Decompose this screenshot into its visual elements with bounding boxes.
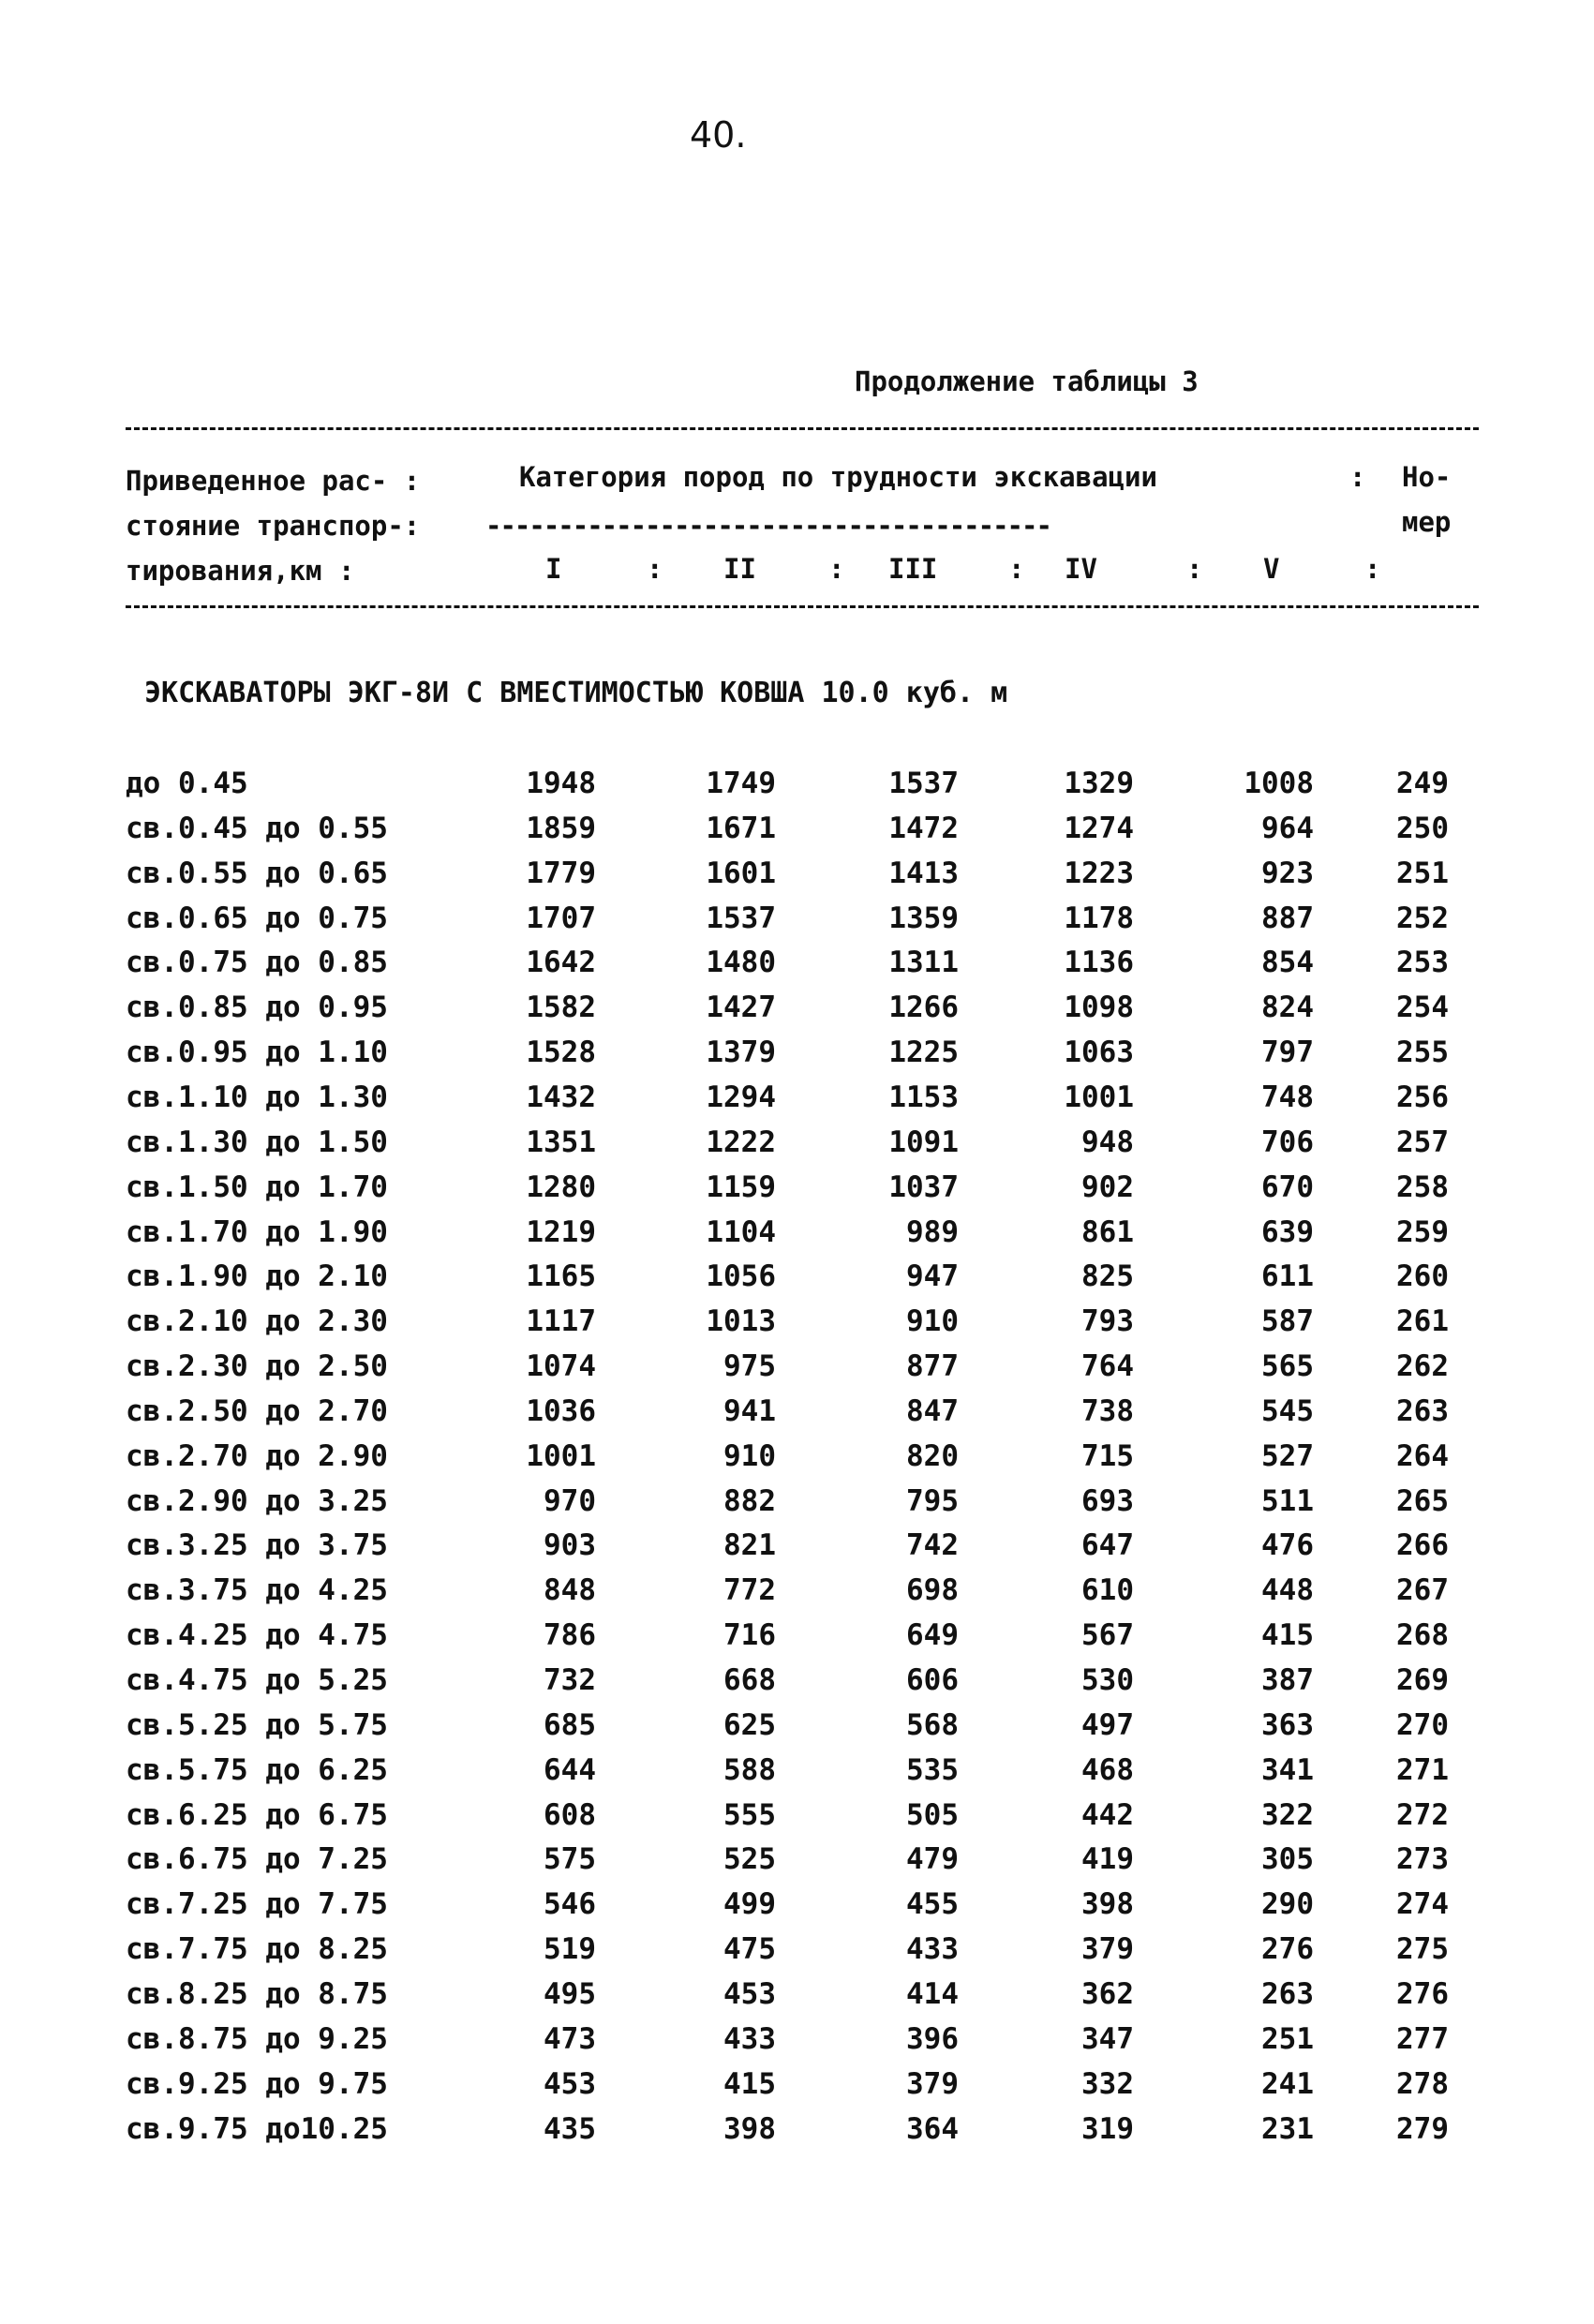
row-number-cell: 271 bbox=[1396, 1752, 1449, 1787]
table-row bbox=[0, 1708, 1594, 1752]
category-value-cell: 379 bbox=[1081, 1932, 1134, 1967]
category-value-cell: 1582 bbox=[526, 991, 596, 1025]
category-value-cell: 644 bbox=[544, 1752, 596, 1787]
distance-range-cell: св.5.75 до 6.25 bbox=[126, 1752, 388, 1787]
header-sep-right-1: : bbox=[1349, 461, 1366, 493]
header-sep-5: : bbox=[1364, 553, 1381, 585]
category-value-cell: 362 bbox=[1081, 1976, 1134, 2011]
category-value-cell: 479 bbox=[906, 1842, 959, 1877]
category-value-cell: 820 bbox=[906, 1438, 959, 1473]
table-row bbox=[0, 946, 1594, 990]
table-row bbox=[0, 1932, 1594, 1976]
category-value-cell: 706 bbox=[1261, 1125, 1314, 1159]
category-value-cell: 847 bbox=[906, 1393, 959, 1428]
category-value-cell: 545 bbox=[1261, 1393, 1314, 1428]
category-value-cell: 387 bbox=[1261, 1663, 1314, 1697]
category-value-cell: 575 bbox=[544, 1842, 596, 1877]
category-value-cell: 1056 bbox=[706, 1259, 776, 1294]
category-value-cell: 568 bbox=[906, 1707, 959, 1742]
table-row bbox=[0, 1304, 1594, 1348]
distance-range-cell: св.8.75 до 9.25 bbox=[126, 2021, 388, 2056]
table-row bbox=[0, 1125, 1594, 1169]
distance-range-cell: св.3.25 до 3.75 bbox=[126, 1528, 388, 1563]
category-value-cell: 861 bbox=[1081, 1214, 1134, 1249]
row-number-cell: 257 bbox=[1396, 1125, 1449, 1159]
category-value-cell: 647 bbox=[1081, 1528, 1134, 1563]
distance-range-cell: св.0.55 до 0.65 bbox=[126, 856, 388, 890]
category-value-cell: 455 bbox=[906, 1887, 959, 1922]
row-number-cell: 260 bbox=[1396, 1259, 1449, 1294]
category-value-cell: 396 bbox=[906, 2021, 959, 2056]
distance-range-cell: св.5.25 до 5.75 bbox=[126, 1707, 388, 1742]
header-category-iv: IV bbox=[1065, 553, 1097, 585]
category-value-cell: 611 bbox=[1261, 1259, 1314, 1294]
table-row bbox=[0, 1259, 1594, 1304]
distance-range-cell: св.0.45 до 0.55 bbox=[126, 811, 388, 845]
category-value-cell: 231 bbox=[1261, 2111, 1314, 2146]
row-number-cell: 249 bbox=[1396, 767, 1449, 800]
distance-range-cell: св.4.75 до 5.25 bbox=[126, 1663, 388, 1697]
category-value-cell: 555 bbox=[723, 1797, 776, 1832]
category-value-cell: 1001 bbox=[526, 1438, 596, 1473]
category-value-cell: 322 bbox=[1261, 1797, 1314, 1832]
category-value-cell: 398 bbox=[723, 2111, 776, 2146]
distance-range-cell: св.8.25 до 8.75 bbox=[126, 1976, 388, 2011]
table-row bbox=[0, 1528, 1594, 1572]
distance-range-cell: св.6.75 до 7.25 bbox=[126, 1842, 388, 1877]
category-value-cell: 1749 bbox=[706, 767, 776, 800]
category-value-cell: 649 bbox=[906, 1618, 959, 1653]
category-value-cell: 332 bbox=[1081, 2066, 1134, 2101]
category-value-cell: 588 bbox=[723, 1752, 776, 1787]
row-number-cell: 262 bbox=[1396, 1349, 1449, 1384]
category-value-cell: 567 bbox=[1081, 1618, 1134, 1653]
category-value-cell: 448 bbox=[1261, 1573, 1314, 1608]
table-row bbox=[0, 2112, 1594, 2156]
row-number-cell: 259 bbox=[1396, 1214, 1449, 1249]
category-value-cell: 825 bbox=[1081, 1259, 1134, 1294]
category-value-cell: 732 bbox=[544, 1663, 596, 1697]
distance-range-cell: св.2.30 до 2.50 bbox=[126, 1349, 388, 1384]
category-value-cell: 433 bbox=[906, 1932, 959, 1967]
header-category-title: Категория пород по трудности экскавации bbox=[519, 461, 1157, 493]
category-value-cell: 347 bbox=[1081, 2021, 1134, 2056]
category-value-cell: 290 bbox=[1261, 1887, 1314, 1922]
header-sep-1: : bbox=[647, 553, 663, 585]
table-row bbox=[0, 1170, 1594, 1214]
category-value-cell: 1432 bbox=[526, 1080, 596, 1114]
category-value-cell: 902 bbox=[1081, 1169, 1134, 1204]
category-value-cell: 251 bbox=[1261, 2021, 1314, 2056]
category-value-cell: 764 bbox=[1081, 1349, 1134, 1384]
category-value-cell: 442 bbox=[1081, 1797, 1134, 1832]
row-number-cell: 279 bbox=[1396, 2111, 1449, 2146]
category-value-cell: 565 bbox=[1261, 1349, 1314, 1384]
category-value-cell: 1671 bbox=[706, 811, 776, 845]
distance-range-cell: св.1.50 до 1.70 bbox=[126, 1169, 388, 1204]
table-row bbox=[0, 2067, 1594, 2111]
category-value-cell: 415 bbox=[1261, 1618, 1314, 1653]
distance-range-cell: до 0.45 bbox=[126, 767, 248, 800]
category-value-cell: 1008 bbox=[1244, 767, 1314, 800]
category-value-cell: 970 bbox=[544, 1483, 596, 1518]
header-col1-line2: стояние транспор-: bbox=[126, 510, 421, 542]
category-value-cell: 748 bbox=[1261, 1080, 1314, 1114]
table-row bbox=[0, 1977, 1594, 2021]
category-value-cell: 263 bbox=[1261, 1976, 1314, 2011]
category-value-cell: 923 bbox=[1261, 856, 1314, 890]
header-top-rule bbox=[126, 427, 1479, 430]
category-value-cell: 1225 bbox=[888, 1035, 959, 1070]
table-row bbox=[0, 812, 1594, 856]
row-number-cell: 274 bbox=[1396, 1887, 1449, 1922]
row-number-cell: 252 bbox=[1396, 901, 1449, 935]
row-number-cell: 273 bbox=[1396, 1842, 1449, 1877]
category-value-cell: 877 bbox=[906, 1349, 959, 1384]
category-value-cell: 1707 bbox=[526, 901, 596, 935]
category-value-cell: 1274 bbox=[1064, 811, 1134, 845]
category-value-cell: 903 bbox=[544, 1528, 596, 1563]
row-number-cell: 276 bbox=[1396, 1976, 1449, 2011]
category-value-cell: 1379 bbox=[706, 1035, 776, 1070]
table-row bbox=[0, 1887, 1594, 1931]
table-row bbox=[0, 901, 1594, 946]
header-sep-2: : bbox=[828, 553, 845, 585]
table-row bbox=[0, 1439, 1594, 1483]
header-col1-line1: Приведенное рас- : bbox=[126, 465, 421, 497]
category-value-cell: 1472 bbox=[888, 811, 959, 845]
row-number-cell: 267 bbox=[1396, 1573, 1449, 1608]
category-value-cell: 1098 bbox=[1064, 991, 1134, 1025]
category-value-cell: 525 bbox=[723, 1842, 776, 1877]
distance-range-cell: св.0.85 до 0.95 bbox=[126, 991, 388, 1025]
category-value-cell: 882 bbox=[723, 1483, 776, 1518]
row-number-cell: 251 bbox=[1396, 856, 1449, 890]
table-row bbox=[0, 857, 1594, 901]
category-value-cell: 668 bbox=[723, 1663, 776, 1697]
header-category-ii: II bbox=[723, 553, 756, 585]
category-value-cell: 495 bbox=[544, 1976, 596, 2011]
table-row bbox=[0, 1035, 1594, 1080]
distance-range-cell: св.9.25 до 9.75 bbox=[126, 2066, 388, 2101]
category-value-cell: 716 bbox=[723, 1618, 776, 1653]
category-value-cell: 1537 bbox=[706, 901, 776, 935]
category-value-cell: 989 bbox=[906, 1214, 959, 1249]
category-value-cell: 698 bbox=[906, 1573, 959, 1608]
category-value-cell: 821 bbox=[723, 1528, 776, 1563]
category-value-cell: 1063 bbox=[1064, 1035, 1134, 1070]
category-value-cell: 1537 bbox=[888, 767, 959, 800]
table-row bbox=[0, 1798, 1594, 1842]
row-number-cell: 270 bbox=[1396, 1707, 1449, 1742]
category-value-cell: 1104 bbox=[706, 1214, 776, 1249]
category-value-cell: 276 bbox=[1261, 1932, 1314, 1967]
category-value-cell: 433 bbox=[723, 2021, 776, 2056]
category-value-cell: 398 bbox=[1081, 1887, 1134, 1922]
row-number-cell: 265 bbox=[1396, 1483, 1449, 1518]
distance-range-cell: св.2.70 до 2.90 bbox=[126, 1438, 388, 1473]
category-value-cell: 1294 bbox=[706, 1080, 776, 1114]
table-row bbox=[0, 2022, 1594, 2066]
category-value-cell: 797 bbox=[1261, 1035, 1314, 1070]
category-value-cell: 639 bbox=[1261, 1214, 1314, 1249]
category-value-cell: 1779 bbox=[526, 856, 596, 890]
category-value-cell: 1329 bbox=[1064, 767, 1134, 800]
category-value-cell: 1036 bbox=[526, 1393, 596, 1428]
row-number-cell: 258 bbox=[1396, 1169, 1449, 1204]
category-value-cell: 497 bbox=[1081, 1707, 1134, 1742]
header-category-rule: --------------------------------------- bbox=[485, 510, 1050, 542]
row-number-cell: 277 bbox=[1396, 2021, 1449, 2056]
category-value-cell: 910 bbox=[723, 1438, 776, 1473]
category-value-cell: 1178 bbox=[1064, 901, 1134, 935]
row-number-cell: 269 bbox=[1396, 1663, 1449, 1697]
category-value-cell: 1642 bbox=[526, 946, 596, 980]
row-number-cell: 261 bbox=[1396, 1304, 1449, 1339]
category-value-cell: 1413 bbox=[888, 856, 959, 890]
row-number-cell: 268 bbox=[1396, 1618, 1449, 1653]
category-value-cell: 527 bbox=[1261, 1438, 1314, 1473]
distance-range-cell: св.7.25 до 7.75 bbox=[126, 1887, 388, 1922]
category-value-cell: 693 bbox=[1081, 1483, 1134, 1518]
category-value-cell: 419 bbox=[1081, 1842, 1134, 1877]
distance-range-cell: св.6.25 до 6.75 bbox=[126, 1797, 388, 1832]
category-value-cell: 1091 bbox=[888, 1125, 959, 1159]
category-value-cell: 1359 bbox=[888, 901, 959, 935]
table-row bbox=[0, 991, 1594, 1035]
category-value-cell: 363 bbox=[1261, 1707, 1314, 1742]
category-value-cell: 587 bbox=[1261, 1304, 1314, 1339]
category-value-cell: 1001 bbox=[1064, 1080, 1134, 1114]
category-value-cell: 1311 bbox=[888, 946, 959, 980]
category-value-cell: 670 bbox=[1261, 1169, 1314, 1204]
category-value-cell: 511 bbox=[1261, 1483, 1314, 1518]
table-row bbox=[0, 1618, 1594, 1662]
row-number-cell: 278 bbox=[1396, 2066, 1449, 2101]
table-row bbox=[0, 1842, 1594, 1886]
table-row bbox=[0, 1573, 1594, 1617]
table-row bbox=[0, 1753, 1594, 1797]
distance-range-cell: св.2.90 до 3.25 bbox=[126, 1483, 388, 1518]
header-category-v: V bbox=[1263, 553, 1280, 585]
category-value-cell: 435 bbox=[544, 2111, 596, 2146]
table-row bbox=[0, 1663, 1594, 1707]
row-number-cell: 253 bbox=[1396, 946, 1449, 980]
category-value-cell: 786 bbox=[544, 1618, 596, 1653]
category-value-cell: 1601 bbox=[706, 856, 776, 890]
category-value-cell: 379 bbox=[906, 2066, 959, 2101]
header-bottom-rule bbox=[126, 605, 1479, 608]
category-value-cell: 1266 bbox=[888, 991, 959, 1025]
category-value-cell: 1165 bbox=[526, 1259, 596, 1294]
section-title: ЭКСКАВАТОРЫ ЭКГ-8И С ВМЕСТИМОСТЬЮ КОВША 10.0 куб. м bbox=[144, 677, 1008, 709]
category-value-cell: 1280 bbox=[526, 1169, 596, 1204]
category-value-cell: 795 bbox=[906, 1483, 959, 1518]
row-number-cell: 266 bbox=[1396, 1528, 1449, 1563]
category-value-cell: 319 bbox=[1081, 2111, 1134, 2146]
category-value-cell: 1351 bbox=[526, 1125, 596, 1159]
header-category-iii: III bbox=[888, 553, 938, 585]
category-value-cell: 414 bbox=[906, 1976, 959, 2011]
distance-range-cell: св.1.10 до 1.30 bbox=[126, 1080, 388, 1114]
category-value-cell: 1219 bbox=[526, 1214, 596, 1249]
category-value-cell: 964 bbox=[1261, 811, 1314, 845]
category-value-cell: 948 bbox=[1081, 1125, 1134, 1159]
distance-range-cell: св.7.75 до 8.25 bbox=[126, 1932, 388, 1967]
distance-range-cell: св.2.10 до 2.30 bbox=[126, 1304, 388, 1339]
table-row bbox=[0, 1394, 1594, 1438]
category-value-cell: 468 bbox=[1081, 1752, 1134, 1787]
category-value-cell: 305 bbox=[1261, 1842, 1314, 1877]
category-value-cell: 241 bbox=[1261, 2066, 1314, 2101]
category-value-cell: 1223 bbox=[1064, 856, 1134, 890]
category-value-cell: 715 bbox=[1081, 1438, 1134, 1473]
category-value-cell: 606 bbox=[906, 1663, 959, 1697]
category-value-cell: 473 bbox=[544, 2021, 596, 2056]
category-value-cell: 1136 bbox=[1064, 946, 1134, 980]
distance-range-cell: св.0.75 до 0.85 bbox=[126, 946, 388, 980]
category-value-cell: 1037 bbox=[888, 1169, 959, 1204]
category-value-cell: 453 bbox=[723, 1976, 776, 2011]
category-value-cell: 824 bbox=[1261, 991, 1314, 1025]
distance-range-cell: св.0.95 до 1.10 bbox=[126, 1035, 388, 1070]
category-value-cell: 499 bbox=[723, 1887, 776, 1922]
category-value-cell: 1528 bbox=[526, 1035, 596, 1070]
category-value-cell: 1074 bbox=[526, 1349, 596, 1384]
table-row bbox=[0, 767, 1594, 811]
table-continuation-caption: Продолжение таблицы 3 bbox=[855, 365, 1199, 397]
category-value-cell: 1159 bbox=[706, 1169, 776, 1204]
row-number-cell: 254 bbox=[1396, 991, 1449, 1025]
category-value-cell: 1117 bbox=[526, 1304, 596, 1339]
table-row bbox=[0, 1215, 1594, 1259]
category-value-cell: 947 bbox=[906, 1259, 959, 1294]
row-number-cell: 256 bbox=[1396, 1080, 1449, 1114]
category-value-cell: 415 bbox=[723, 2066, 776, 2101]
row-number-cell: 250 bbox=[1396, 811, 1449, 845]
row-number-cell: 263 bbox=[1396, 1393, 1449, 1428]
category-value-cell: 910 bbox=[906, 1304, 959, 1339]
category-value-cell: 848 bbox=[544, 1573, 596, 1608]
category-value-cell: 453 bbox=[544, 2066, 596, 2101]
category-value-cell: 546 bbox=[544, 1887, 596, 1922]
category-value-cell: 1013 bbox=[706, 1304, 776, 1339]
distance-range-cell: св.1.70 до 1.90 bbox=[126, 1214, 388, 1249]
distance-range-cell: св.0.65 до 0.75 bbox=[126, 901, 388, 935]
category-value-cell: 1480 bbox=[706, 946, 776, 980]
category-value-cell: 530 bbox=[1081, 1663, 1134, 1697]
category-value-cell: 685 bbox=[544, 1707, 596, 1742]
row-number-cell: 275 bbox=[1396, 1932, 1449, 1967]
category-value-cell: 793 bbox=[1081, 1304, 1134, 1339]
header-sep-4: : bbox=[1186, 553, 1203, 585]
category-value-cell: 1427 bbox=[706, 991, 776, 1025]
header-number-line1: Но- bbox=[1402, 461, 1452, 493]
category-value-cell: 476 bbox=[1261, 1528, 1314, 1563]
category-value-cell: 1859 bbox=[526, 811, 596, 845]
table-row bbox=[0, 1349, 1594, 1393]
distance-range-cell: св.2.50 до 2.70 bbox=[126, 1393, 388, 1428]
category-value-cell: 535 bbox=[906, 1752, 959, 1787]
row-number-cell: 264 bbox=[1396, 1438, 1449, 1473]
page-number: 40. bbox=[690, 114, 747, 156]
category-value-cell: 610 bbox=[1081, 1573, 1134, 1608]
category-value-cell: 519 bbox=[544, 1932, 596, 1967]
category-value-cell: 475 bbox=[723, 1932, 776, 1967]
header-col1-line3: тирования,км : bbox=[126, 555, 355, 587]
header-category-i: I bbox=[545, 553, 562, 585]
category-value-cell: 941 bbox=[723, 1393, 776, 1428]
distance-range-cell: св.1.90 до 2.10 bbox=[126, 1259, 388, 1294]
category-value-cell: 854 bbox=[1261, 946, 1314, 980]
distance-range-cell: св.4.25 до 4.75 bbox=[126, 1618, 388, 1653]
category-value-cell: 742 bbox=[906, 1528, 959, 1563]
distance-range-cell: св.9.75 до10.25 bbox=[126, 2111, 388, 2146]
category-value-cell: 887 bbox=[1261, 901, 1314, 935]
category-value-cell: 738 bbox=[1081, 1393, 1134, 1428]
category-value-cell: 505 bbox=[906, 1797, 959, 1832]
header-number-line2: мер bbox=[1402, 506, 1452, 538]
category-value-cell: 1222 bbox=[706, 1125, 776, 1159]
distance-range-cell: св.1.30 до 1.50 bbox=[126, 1125, 388, 1159]
header-sep-3: : bbox=[1008, 553, 1025, 585]
category-value-cell: 772 bbox=[723, 1573, 776, 1608]
row-number-cell: 255 bbox=[1396, 1035, 1449, 1070]
distance-range-cell: св.3.75 до 4.25 bbox=[126, 1573, 388, 1608]
category-value-cell: 625 bbox=[723, 1707, 776, 1742]
category-value-cell: 608 bbox=[544, 1797, 596, 1832]
category-value-cell: 975 bbox=[723, 1349, 776, 1384]
table-row bbox=[0, 1080, 1594, 1125]
category-value-cell: 1153 bbox=[888, 1080, 959, 1114]
category-value-cell: 1948 bbox=[526, 767, 596, 800]
category-value-cell: 364 bbox=[906, 2111, 959, 2146]
row-number-cell: 272 bbox=[1396, 1797, 1449, 1832]
category-value-cell: 341 bbox=[1261, 1752, 1314, 1787]
table-row bbox=[0, 1484, 1594, 1528]
